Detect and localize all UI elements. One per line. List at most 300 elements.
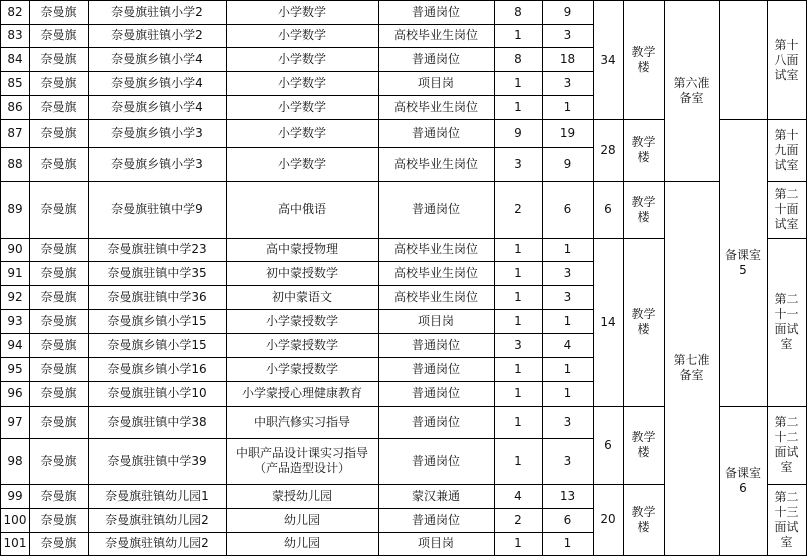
cell-school-text: 奈曼旗驻镇幼儿园2 [105, 512, 209, 527]
cell-county-text: 奈曼旗 [40, 242, 77, 256]
cell-post [378, 508, 495, 533]
cell-count-text: 1 [514, 75, 522, 90]
exam-room-cell [767, 0, 807, 120]
cell-post-text: 普通岗位 [411, 5, 460, 19]
cell-subject [226, 406, 379, 439]
cell-county [29, 0, 89, 25]
cell-applicants-text: 3 [563, 453, 572, 468]
cell-subject [226, 147, 379, 182]
cell-post-text: 蒙汉兼通 [411, 488, 460, 503]
cell-count-text: 1 [514, 289, 522, 304]
building-cell [623, 181, 665, 239]
cell-post-text: 普通岗位 [411, 386, 460, 400]
cell-count-text: 8 [514, 51, 522, 66]
cell-no-text: 92 [7, 289, 23, 304]
cell-school [88, 71, 227, 96]
building-cell [623, 119, 665, 182]
cell-no [0, 508, 30, 533]
cell-subject [226, 71, 379, 96]
cell-count [494, 47, 543, 72]
cell-count [494, 0, 543, 25]
cell-count-text: 1 [514, 361, 522, 376]
cell-count [494, 24, 543, 48]
cell-applicants-text: 3 [563, 265, 572, 280]
cell-no-text: 87 [7, 125, 23, 140]
cell-school [88, 484, 227, 509]
cell-count-text: 9 [514, 125, 522, 140]
cell-subject-text: 小学蒙授数学 [265, 337, 338, 352]
cell-no-text: 90 [7, 242, 23, 256]
exam-room-cell-text: 第二 十面 试室 [774, 187, 799, 231]
cell-post [378, 484, 495, 509]
cell-applicants-text: 3 [563, 75, 572, 90]
cell-applicants [542, 357, 594, 382]
cell-no [0, 261, 30, 286]
building-cell [623, 238, 665, 407]
cell-applicants [542, 147, 594, 182]
cell-county-text: 奈曼旗 [40, 125, 77, 140]
group-total-text: 6 [604, 202, 612, 216]
cell-count-text: 1 [514, 453, 522, 468]
cell-school-text: 奈曼旗乡镇小学3 [111, 156, 203, 171]
cell-no-text: 86 [7, 99, 23, 114]
cell-school-text: 奈曼旗乡镇小学4 [111, 51, 203, 66]
cell-no-text: 98 [7, 453, 23, 468]
cell-subject [226, 119, 379, 148]
cell-applicants [542, 309, 594, 334]
cell-subject [226, 357, 379, 382]
cell-no [0, 438, 30, 485]
cell-count-text: 1 [514, 99, 522, 114]
cell-subject-text: 初中蒙语文 [271, 289, 332, 304]
cell-subject-text: 小学蒙授数学 [265, 313, 338, 328]
building-cell-text: 教学 楼 [631, 307, 656, 336]
cell-county-text: 奈曼旗 [40, 488, 77, 503]
cell-applicants-text: 19 [559, 125, 576, 140]
cell-county [29, 181, 89, 239]
cell-school [88, 309, 227, 334]
cell-no [0, 333, 30, 358]
cell-subject [226, 333, 379, 358]
cell-count [494, 147, 543, 182]
cell-subject [226, 261, 379, 286]
cell-post-text: 普通岗位 [411, 125, 460, 140]
exam-room-cell [767, 181, 807, 239]
cell-count [494, 95, 543, 120]
cell-county [29, 71, 89, 96]
building-cell-text: 教学 楼 [631, 135, 656, 164]
cell-subject [226, 381, 379, 407]
cell-no-text: 95 [7, 361, 23, 376]
building-cell-text: 教学 楼 [631, 430, 656, 459]
cell-post-text: 项目岗 [417, 536, 454, 550]
cell-subject [226, 47, 379, 72]
cell-applicants [542, 438, 594, 485]
cell-county-text: 奈曼旗 [40, 313, 77, 328]
group-total [593, 0, 624, 120]
cell-applicants [542, 0, 594, 25]
cell-count [494, 181, 543, 239]
cell-subject-text: 蒙授幼儿园 [271, 488, 332, 503]
cell-applicants [542, 484, 594, 509]
exam-room-cell-text: 第二 十一 面试 室 [774, 292, 799, 351]
cell-no-text: 88 [7, 156, 23, 171]
cell-school [88, 181, 227, 239]
cell-applicants-text: 3 [563, 28, 572, 42]
cell-applicants-text: 9 [563, 5, 572, 19]
cell-county [29, 147, 89, 182]
cell-post [378, 309, 495, 334]
cell-applicants [542, 238, 594, 262]
group-total [593, 406, 624, 485]
cell-subject-text: 小学数学 [277, 125, 326, 140]
cell-school-text: 奈曼旗乡镇小学15 [107, 313, 207, 328]
group-total-text: 28 [600, 142, 616, 157]
cell-no [0, 532, 30, 556]
cell-post-text: 高校毕业生岗位 [393, 99, 478, 114]
standby-room-cell-text: 备课室 6 [724, 465, 761, 495]
cell-post-text: 项目岗 [417, 75, 454, 90]
cell-count [494, 381, 543, 407]
cell-no [0, 381, 30, 407]
cell-no [0, 119, 30, 148]
cell-no-text: 101 [3, 536, 27, 550]
cell-subject [226, 24, 379, 48]
cell-count [494, 333, 543, 358]
cell-subject [226, 181, 379, 239]
cell-no [0, 24, 30, 48]
cell-applicants [542, 181, 594, 239]
cell-post [378, 381, 495, 407]
cell-subject-text: 中职汽修实习指导 [253, 414, 350, 429]
cell-applicants-text: 1 [563, 361, 572, 376]
cell-school-text: 奈曼旗驻镇中学36 [107, 289, 207, 304]
cell-school [88, 508, 227, 533]
cell-no-text: 91 [7, 265, 23, 280]
cell-applicants-text: 1 [563, 536, 572, 550]
cell-county [29, 333, 89, 358]
cell-county [29, 309, 89, 334]
cell-applicants-text: 3 [563, 414, 572, 429]
cell-school [88, 0, 227, 25]
cell-count-text: 2 [514, 202, 522, 216]
cell-county-text: 奈曼旗 [40, 99, 77, 114]
building-cell-text: 教学 楼 [631, 45, 656, 74]
cell-subject [226, 484, 379, 509]
cell-count-text: 4 [514, 488, 522, 503]
cell-no [0, 181, 30, 239]
cell-county [29, 238, 89, 262]
cell-applicants [542, 285, 594, 310]
cell-applicants-text: 1 [563, 99, 572, 114]
cell-county [29, 261, 89, 286]
cell-county [29, 357, 89, 382]
group-total-text: 6 [604, 437, 612, 452]
cell-school-text: 奈曼旗驻镇中学9 [111, 202, 203, 216]
cell-subject-text: 小学数学 [277, 75, 326, 90]
cell-count-text: 1 [514, 414, 522, 429]
exam-room-cell [767, 119, 807, 182]
cell-no [0, 309, 30, 334]
cell-post [378, 71, 495, 96]
cell-county [29, 406, 89, 439]
cell-school [88, 406, 227, 439]
cell-no [0, 147, 30, 182]
cell-no-text: 85 [7, 75, 23, 90]
cell-county-text: 奈曼旗 [40, 337, 77, 352]
cell-post-text: 高校毕业生岗位 [393, 265, 478, 280]
exam-room-cell-text: 第二 十二 面试 室 [774, 415, 799, 474]
cell-no-text: 94 [7, 337, 23, 352]
cell-count [494, 508, 543, 533]
cell-applicants-text: 1 [563, 242, 572, 256]
exam-room-cell-text: 第十 八面 试室 [774, 37, 799, 82]
prep-room-cell [664, 0, 720, 182]
cell-school-text: 奈曼旗乡镇小学4 [111, 99, 203, 114]
prep-room-cell [664, 181, 720, 556]
cell-school [88, 285, 227, 310]
cell-school-text: 奈曼旗乡镇小学16 [107, 361, 207, 376]
cell-school [88, 147, 227, 182]
cell-county-text: 奈曼旗 [40, 75, 77, 90]
cell-school-text: 奈曼旗驻镇中学23 [107, 242, 207, 256]
cell-subject-text: 小学数学 [277, 5, 326, 19]
building-cell-text: 教学 楼 [631, 194, 656, 224]
group-total [593, 484, 624, 556]
cell-no [0, 95, 30, 120]
cell-post [378, 285, 495, 310]
cell-count [494, 119, 543, 148]
cell-subject-text: 小学蒙授数学 [265, 361, 338, 376]
cell-county-text: 奈曼旗 [40, 289, 77, 304]
cell-post [378, 119, 495, 148]
standby-room-cell [719, 119, 768, 407]
standby-room-cell-text: 备课室 5 [724, 247, 761, 277]
cell-school [88, 261, 227, 286]
prep-room-cell-text: 第七准 备室 [673, 353, 710, 382]
cell-post [378, 406, 495, 439]
cell-county [29, 95, 89, 120]
group-total [593, 119, 624, 182]
cell-subject [226, 285, 379, 310]
cell-post-text: 高校毕业生岗位 [393, 289, 478, 304]
standby-room-cell [719, 406, 768, 556]
cell-county [29, 24, 89, 48]
cell-count-text: 8 [514, 5, 522, 19]
cell-post-text: 高校毕业生岗位 [393, 156, 478, 171]
group-total-text: 34 [600, 52, 616, 67]
building-cell [623, 406, 665, 485]
cell-no-text: 83 [7, 28, 23, 42]
cell-applicants-text: 6 [563, 512, 572, 527]
cell-post [378, 357, 495, 382]
cell-count-text: 2 [514, 512, 522, 527]
cell-subject-text: 小学数学 [277, 156, 326, 171]
cell-subject [226, 532, 379, 556]
cell-no-text: 82 [7, 5, 23, 19]
cell-count-text: 1 [514, 536, 522, 550]
cell-post [378, 24, 495, 48]
cell-no-text: 96 [7, 386, 23, 400]
cell-post [378, 438, 495, 485]
cell-county-text: 奈曼旗 [40, 361, 77, 376]
cell-post-text: 普通岗位 [411, 453, 460, 468]
cell-applicants-text: 18 [559, 51, 576, 66]
cell-count [494, 285, 543, 310]
cell-count [494, 238, 543, 262]
cell-post-text: 普通岗位 [411, 51, 460, 66]
cell-applicants [542, 532, 594, 556]
cell-county [29, 285, 89, 310]
cell-county-text: 奈曼旗 [40, 28, 77, 42]
cell-county [29, 47, 89, 72]
cell-post [378, 95, 495, 120]
cell-applicants [542, 381, 594, 407]
prep-room-cell-text: 第六准 备室 [673, 76, 710, 105]
cell-subject-text: 幼儿园 [283, 536, 320, 550]
cell-applicants-text: 4 [563, 337, 572, 352]
cell-school-text: 奈曼旗驻镇中学35 [107, 265, 207, 280]
group-total [593, 181, 624, 239]
cell-applicants [542, 261, 594, 286]
cell-subject-text: 小学数学 [277, 51, 326, 66]
cell-count-text: 3 [514, 156, 522, 171]
building-cell-text: 教学 楼 [631, 504, 656, 534]
cell-count [494, 261, 543, 286]
cell-count-text: 1 [514, 386, 522, 400]
cell-subject-text: 中职产品设计课实习指导 （产品造型设计） [235, 446, 368, 475]
cell-school-text: 奈曼旗驻镇小学10 [107, 386, 207, 400]
cell-applicants [542, 508, 594, 533]
cell-post [378, 333, 495, 358]
cell-count [494, 357, 543, 382]
cell-subject-text: 小学数学 [277, 99, 326, 114]
cell-no-text: 99 [7, 488, 23, 503]
cell-applicants [542, 406, 594, 439]
cell-no [0, 357, 30, 382]
cell-county [29, 381, 89, 407]
cell-count-text: 1 [514, 28, 522, 42]
cell-count-text: 1 [514, 242, 522, 256]
cell-subject [226, 238, 379, 262]
cell-school-text: 奈曼旗乡镇小学3 [111, 125, 203, 140]
building-cell [623, 0, 665, 120]
cell-county [29, 508, 89, 533]
cell-subject-text: 高中俄语 [277, 202, 326, 216]
cell-county [29, 438, 89, 485]
cell-subject [226, 508, 379, 533]
cell-post-text: 普通岗位 [411, 512, 460, 527]
cell-school-text: 奈曼旗驻镇小学2 [111, 5, 203, 19]
cell-post [378, 532, 495, 556]
cell-post-text: 项目岗 [417, 313, 454, 328]
cell-count [494, 484, 543, 509]
cell-school [88, 438, 227, 485]
cell-applicants [542, 95, 594, 120]
cell-no-text: 97 [7, 414, 23, 429]
cell-county-text: 奈曼旗 [40, 156, 77, 171]
cell-count [494, 438, 543, 485]
cell-post [378, 238, 495, 262]
cell-no-text: 89 [7, 202, 23, 216]
exam-room-cell-text: 第十 九面 试室 [774, 127, 799, 172]
cell-count-text: 1 [514, 265, 522, 280]
cell-school [88, 532, 227, 556]
cell-subject-text: 小学蒙授心理健康教育 [241, 386, 362, 400]
cell-school [88, 95, 227, 120]
cell-applicants [542, 119, 594, 148]
cell-county-text: 奈曼旗 [40, 386, 77, 400]
cell-applicants [542, 333, 594, 358]
cell-county-text: 奈曼旗 [40, 512, 77, 527]
cell-no-text: 93 [7, 313, 23, 328]
cell-county-text: 奈曼旗 [40, 414, 77, 429]
cell-applicants [542, 24, 594, 48]
cell-count [494, 532, 543, 556]
cell-no-text: 100 [3, 512, 27, 527]
cell-school [88, 24, 227, 48]
cell-post [378, 147, 495, 182]
cell-subject [226, 309, 379, 334]
cell-no [0, 484, 30, 509]
cell-post [378, 181, 495, 239]
cell-applicants-text: 1 [563, 313, 572, 328]
cell-school-text: 奈曼旗驻镇中学39 [107, 453, 207, 468]
cell-post-text: 普通岗位 [411, 361, 460, 376]
cell-school [88, 357, 227, 382]
cell-no [0, 406, 30, 439]
cell-no [0, 238, 30, 262]
cell-school-text: 奈曼旗驻镇幼儿园1 [105, 488, 209, 503]
cell-school-text: 奈曼旗驻镇小学2 [111, 28, 203, 42]
group-total [593, 238, 624, 407]
exam-room-cell-text: 第二 十三 面试 室 [774, 489, 799, 549]
cell-school [88, 238, 227, 262]
cell-subject-text: 初中蒙授数学 [265, 265, 338, 280]
cell-subject-text: 小学数学 [277, 28, 326, 42]
cell-county-text: 奈曼旗 [40, 536, 77, 550]
cell-county-text: 奈曼旗 [40, 453, 77, 468]
cell-applicants [542, 71, 594, 96]
cell-count-text: 3 [514, 337, 522, 352]
cell-count [494, 309, 543, 334]
cell-post-text: 高校毕业生岗位 [393, 28, 478, 42]
group-total-text: 20 [600, 512, 616, 526]
exam-room-cell [767, 484, 807, 556]
cell-applicants-text: 3 [563, 289, 572, 304]
cell-school [88, 119, 227, 148]
cell-post-text: 普通岗位 [411, 414, 460, 429]
cell-school-text: 奈曼旗驻镇幼儿园2 [105, 536, 209, 550]
cell-subject [226, 438, 379, 485]
cell-applicants-text: 1 [563, 386, 572, 400]
cell-post-text: 高校毕业生岗位 [393, 242, 478, 256]
cell-no [0, 47, 30, 72]
exam-room-cell [767, 238, 807, 407]
cell-school [88, 381, 227, 407]
cell-applicants-text: 6 [563, 202, 572, 216]
cell-county [29, 484, 89, 509]
cell-post [378, 0, 495, 25]
cell-county-text: 奈曼旗 [40, 5, 77, 19]
building-cell [623, 484, 665, 556]
cell-no [0, 285, 30, 310]
cell-count-text: 1 [514, 313, 522, 328]
group-total-text: 14 [600, 314, 616, 329]
cell-school [88, 333, 227, 358]
cell-county [29, 119, 89, 148]
cell-subject [226, 0, 379, 25]
